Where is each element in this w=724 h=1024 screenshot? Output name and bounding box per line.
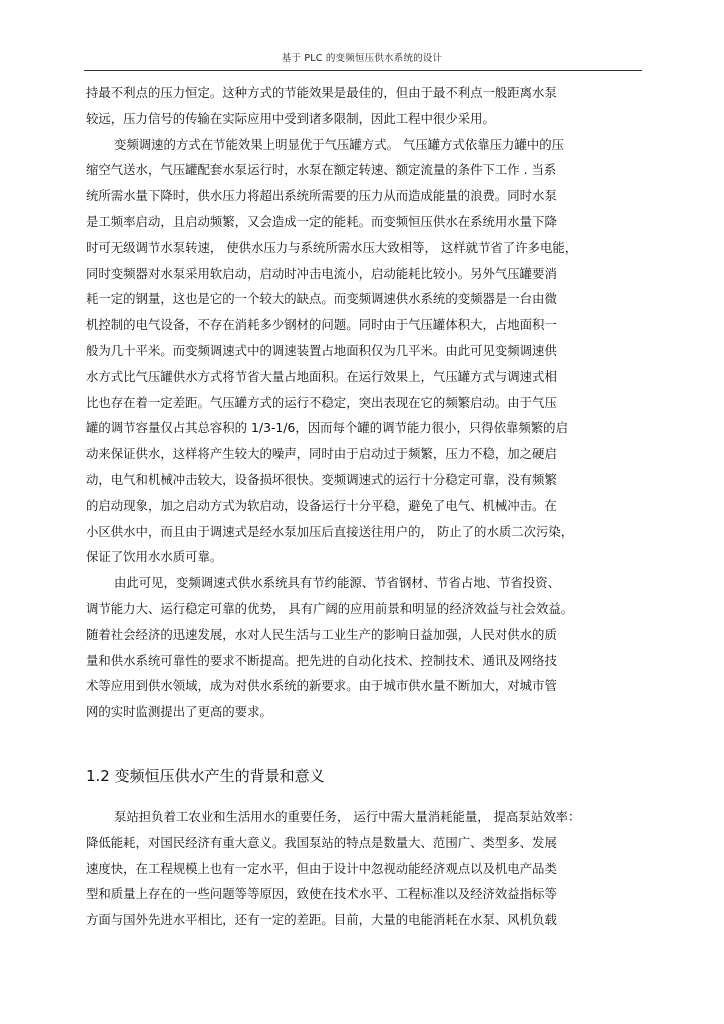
paragraph-3 <box>86 570 646 725</box>
text-line: 般为几十平米。而变频调速式中的调速装置占地面积仅为几平米。由此可见变频调速供 <box>86 342 557 358</box>
text-line: 泵站担负着工农业和生活用水的重要任务， 运行中需大量消耗能量， 提高泵站效率： <box>114 809 581 824</box>
text-line: 术等应用到供水领域，成为对供水系统的新要求。由于城市供水量不断加大，对城市管 <box>86 678 557 694</box>
text-line: 水方式比气压罐供水方式将节省大量占地面积。在运行效果上，气压罐方式与调速式相 <box>86 368 557 384</box>
text-line: 统所需水量下降时，供水压力将超出系统所需要的压力从而造成能量的浪费。同时水泵 <box>86 188 557 204</box>
text-line: 比也存在着一定差距。气压罐方式的运行不稳定，突出表现在它的频繁启动。由于气压 <box>86 394 557 410</box>
running-header: 基于 PLC 的变频恒压供水系统的设计 <box>281 53 443 64</box>
paragraph-2 <box>86 132 646 571</box>
text-line: 速度快，在工程规模上也有一定水平，但由于设计中忽视动能经济观点以及机电产品类 <box>86 860 557 876</box>
section-heading: 1.2 变频恒压供水产生的背景和意义 <box>86 767 325 785</box>
text-line: 缩空气送水，气压罐配套水泵运行时，水泵在额定转速、额定流量的条件下工作 . 当系 <box>86 162 557 178</box>
paragraph-1 <box>86 80 646 132</box>
text-line: 方面与国外先进水平相比，还有一定的差距。目前，大量的电能消耗在水泵、风机负载 <box>86 912 557 928</box>
text-line: 同时变频器对水泵采用软启动，启动时冲击电流小，启动能耗比较小。另外气压罐要消 <box>86 265 557 281</box>
text-line: 罐的调节容量仅占其总容积的 1/3-1/6，因而每个罐的调节能力很小，只得依靠频繁的启 <box>86 420 568 436</box>
text-line: 较远，压力信号的传输在实际应用中受到诸多限制，因此工程中很少采用。 <box>86 110 495 126</box>
header-divider <box>84 70 642 71</box>
section-body <box>86 804 646 933</box>
text-line: 变频调速的方式在节能效果上明显优于气压罐方式。 气压罐方式依靠压力罐中的压 <box>114 136 565 152</box>
text-line: 调节能力大、运行稳定可靠的优势， 具有广阔的应用前景和明显的经济效益与社会效益。 <box>86 600 574 616</box>
text-line: 网的实时监测提出了更高的要求。 <box>86 704 272 720</box>
text-line: 保证了饮用水水质可靠。 <box>86 549 223 565</box>
text-line: 由此可见，变频调速式供水系统具有节约能源、节省钢材、节省占地、节省投资、 <box>114 575 561 591</box>
text-line: 持最不利点的压力恒定。这种方式的节能效果是最佳的，但由于最不利点一般距离水泵 <box>86 85 557 100</box>
text-line: 型和质量上存在的一些问题等等原因，致使在技术水平、工程标准以及经济效益指标等 <box>86 886 557 902</box>
text-line: 随着社会经济的迅速发展，水对人民生活与工业生产的影响日益加强，人民对供水的质 <box>86 626 557 642</box>
text-line: 动，电气和机械冲击较大，设备损坏很快。变频调速式的运行十分稳定可靠，没有频繁 <box>86 471 557 487</box>
text-line: 时可无级调节水泵转速， 使供水压力与系统所需水压大致相等， 这样就节省了许多电能， <box>86 239 578 255</box>
text-line: 降低能耗，对国民经济有重大意义。我国泵站的特点是数量大、范围广、类型多、发展 <box>86 834 557 850</box>
text-line: 小区供水中，而且由于调速式是经水泵加压后直接送往用户的， 防止了的水质二次污染， <box>86 523 574 539</box>
text-line: 是工频率启动，且启动频繁，又会造成一定的能耗。而变频恒压供水在系统用水量下降 <box>86 213 557 229</box>
text-line: 的启动现象，加之启动方式为软启动，设备运行十分平稳，避免了电气、机械冲击。在 <box>86 497 557 513</box>
text-line: 动来保证供水，这样将产生较大的噪声，同时由于启动过于频繁，压力不稳，加之硬启 <box>86 446 557 462</box>
text-line: 耗一定的钢量，这也是它的一个较大的缺点。而变频调速供水系统的变频器是一台由微 <box>86 291 557 307</box>
text-line: 机控制的电气设备，不存在消耗多少钢材的问题。同时由于气压罐体积大，占地面积一 <box>86 317 557 333</box>
document-body <box>86 80 646 725</box>
text-line: 量和供水系统可靠性的要求不断提高。把先进的自动化技术、控制技术、通讯及网络技 <box>86 652 557 668</box>
